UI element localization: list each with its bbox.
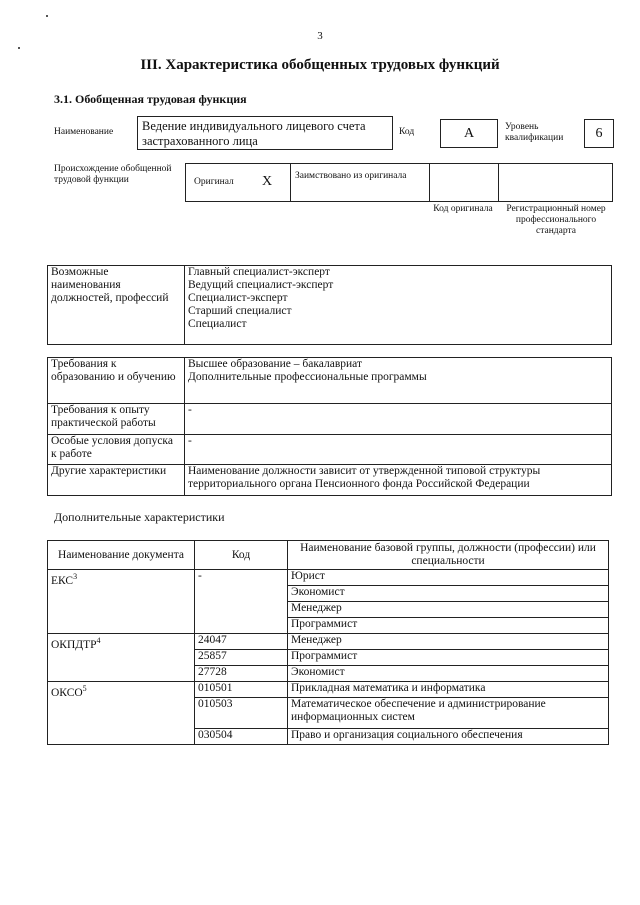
- section-title: III. Характеристика обобщенных трудовых функций: [140, 57, 500, 73]
- positions-table: [47, 265, 612, 345]
- origin-box: [185, 163, 613, 202]
- requirement-label: Другие характеристики: [48, 465, 185, 496]
- code-cell: 030504: [195, 729, 288, 745]
- code-original-label: Код оригинала: [433, 204, 493, 214]
- name-cell: Менеджер: [288, 602, 609, 618]
- name-cell: Юрист: [288, 570, 609, 586]
- scan-speck: [18, 47, 20, 49]
- requirement-value: -: [185, 435, 612, 465]
- code-cell: 24047: [195, 634, 288, 650]
- function-name-box: [137, 116, 393, 150]
- origin-label: Происхождение обобщенной трудовой функции: [54, 164, 172, 185]
- code-cell: 27728: [195, 666, 288, 682]
- additional-table: [47, 540, 609, 745]
- subsection-title: 3.1. Обобщенная трудовая функция: [54, 92, 247, 106]
- name-cell: Программист: [288, 650, 609, 666]
- name-cell: Экономист: [288, 666, 609, 682]
- name-cell: Программист: [288, 618, 609, 634]
- name-cell: Менеджер: [288, 634, 609, 650]
- original-label: Оригинал: [194, 177, 234, 187]
- list-item: Главный специалист-эксперт: [188, 266, 330, 278]
- level-box: [584, 119, 614, 148]
- header-doc: Наименование документа: [48, 541, 195, 570]
- original-mark: Х: [262, 174, 273, 189]
- borrowed-label: Заимствовано из оригинала: [295, 171, 407, 181]
- code-cell: 25857: [195, 650, 288, 666]
- level-value: 6: [595, 126, 603, 141]
- doc-cell: ОКПДТР$^4$: [48, 634, 195, 682]
- list-item: Специалист-эксперт: [188, 292, 288, 304]
- name-cell: Математическое обеспечение и администрирование информационных систем: [288, 698, 609, 729]
- page-number: 3: [317, 30, 323, 42]
- positions-list: [185, 266, 612, 345]
- requirement-label: Требования к опыту практической работы: [48, 404, 185, 435]
- code-value: А: [463, 126, 475, 141]
- list-item: Специалист: [188, 318, 247, 330]
- requirement-value: -: [185, 404, 612, 435]
- divider: [429, 164, 430, 201]
- requirement-value: Высшее образование – бакалавриат Дополнительные профессиональные программы: [185, 358, 612, 404]
- scan-speck: [46, 15, 48, 17]
- requirement-value: Наименование должности зависит от утвержденной типовой структуры территориального органа Пенсионного фонда Российской Федерации: [185, 465, 612, 496]
- level-label: Уровень квалификации: [505, 122, 564, 143]
- code-box: [440, 119, 498, 148]
- code-cell: -: [195, 570, 288, 634]
- positions-label: Возможные наименования должностей, профессий: [48, 266, 185, 345]
- name-label: Наименование: [54, 127, 114, 137]
- list-item: Ведущий специалист-эксперт: [188, 279, 334, 291]
- name-cell: Право и организация социального обеспечения: [288, 729, 609, 745]
- list-item: Старший специалист: [188, 305, 292, 317]
- doc-cell: ОКСО$^5$: [48, 682, 195, 745]
- function-name-value: Ведение индивидуального лицевого счета застрахованного лица: [142, 119, 366, 148]
- code-label: Код: [399, 127, 415, 137]
- additional-title: Дополнительные характеристики: [54, 510, 225, 524]
- name-cell: Прикладная математика и информатика: [288, 682, 609, 698]
- code-cell: 010503: [195, 698, 288, 729]
- reg-number-label: Регистрационный номер профессионального стандарта: [506, 204, 606, 236]
- divider: [498, 164, 499, 201]
- code-cell: 010501: [195, 682, 288, 698]
- doc-cell: ЕКС$^3$: [48, 570, 195, 634]
- requirement-label: Требования к образованию и обучению: [48, 358, 185, 404]
- divider: [290, 164, 291, 201]
- requirement-label: Особые условия допуска к работе: [48, 435, 185, 465]
- header-code: Код: [195, 541, 288, 570]
- requirements-table: [47, 357, 612, 496]
- header-name: Наименование базовой группы, должности (профессии) или специальности: [288, 541, 609, 570]
- name-cell: Экономист: [288, 586, 609, 602]
